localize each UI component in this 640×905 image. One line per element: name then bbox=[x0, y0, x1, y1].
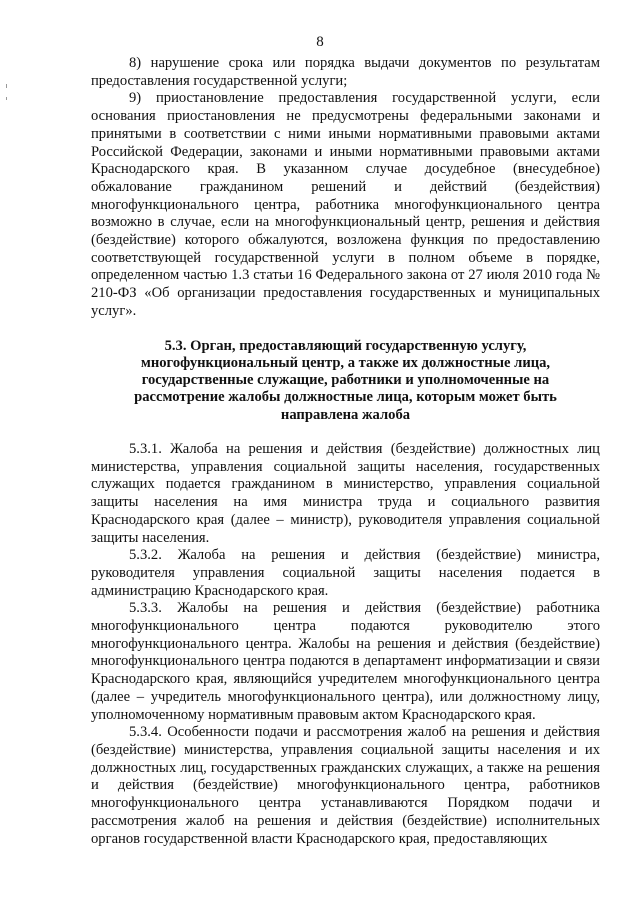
scan-margin-mark bbox=[6, 97, 7, 100]
paragraph-item-9: 9) приостановление предоставления государственной услуги, если основания приостановления не предусмотрены федеральными законами и принятыми в соответствии с ними иными нормативными правовыми актами Российской Федерации, законами и иными нормативными правовыми актами Краснодарского края. В указанном случае досудебное (внесудебное) обжалование гражданином решений и действий (бездействия) многофункционального центра, работника многофункционального центра возможно в случае, если на многофункциональный центр, решения и действия (бездействие) которого обжалуются, возложена функция по предоставлению соответствующей государственной услуги в полном объеме в порядке, определенном частью 1.3 статьи 16 Федерального закона от 27 июля 2010 года № 210-ФЗ «Об организации предоставления государственных и муниципальных услуг». bbox=[91, 90, 600, 319]
document-body bbox=[91, 55, 600, 848]
paragraph-5-3-3: 5.3.3. Жалобы на решения и действия (бездействие) работника многофункционального центра подаются руководителю этого многофункционального центра. Жалобы на решения и действия (бездействие) многофункционального центра подаются в департамент информатизации и связи Краснодарского края, являющийся учредителем многофункционального центра (далее – учредитель многофункционального центра), или должностному лицу, уполномоченному нормативным правовым актом Краснодарского края. bbox=[91, 600, 600, 723]
paragraph-5-3-2: 5.3.2. Жалоба на решения и действия (бездействие) министра, руководителя управления социальной защиты населения подается в администрацию Краснодарского края. bbox=[91, 547, 600, 599]
paragraph-item-8: 8) нарушение срока или порядка выдачи документов по результатам предоставления государственной услуги; bbox=[91, 55, 600, 89]
page-number: 8 bbox=[316, 34, 324, 50]
scan-margin-mark bbox=[6, 84, 7, 88]
section-heading: 5.3. Орган, предоставляющий государственную услугу, многофункциональный центр, а также их должностные лица, государственные служащие, работники и уполномоченные на рассмотрение жалобы должностные лица, которым может быть направлена жалоба bbox=[134, 337, 557, 423]
paragraph-5-3-1: 5.3.1. Жалоба на решения и действия (бездействие) должностных лиц министерства, управления социальной защиты населения, государственных служащих подается гражданином в министерство, управления социальной защиты населения на имя министра труда и социального развития Краснодарского края (далее – министр), руководителя управления социальной защиты населения. bbox=[91, 441, 600, 546]
paragraph-5-3-4: 5.3.4. Особенности подачи и рассмотрения жалоб на решения и действия (бездействие) министерства, управления социальной защиты населения и их должностных лиц, государственных гражданских служащих, а также на решения и действия (бездействие) многофункционального центра, работников многофункционального центра устанавливаются Порядком подачи и рассмотрения жалоб на решения и действия (бездействие) исполнительных органов государственной власти Краснодарского края, предоставляющих bbox=[91, 724, 600, 847]
